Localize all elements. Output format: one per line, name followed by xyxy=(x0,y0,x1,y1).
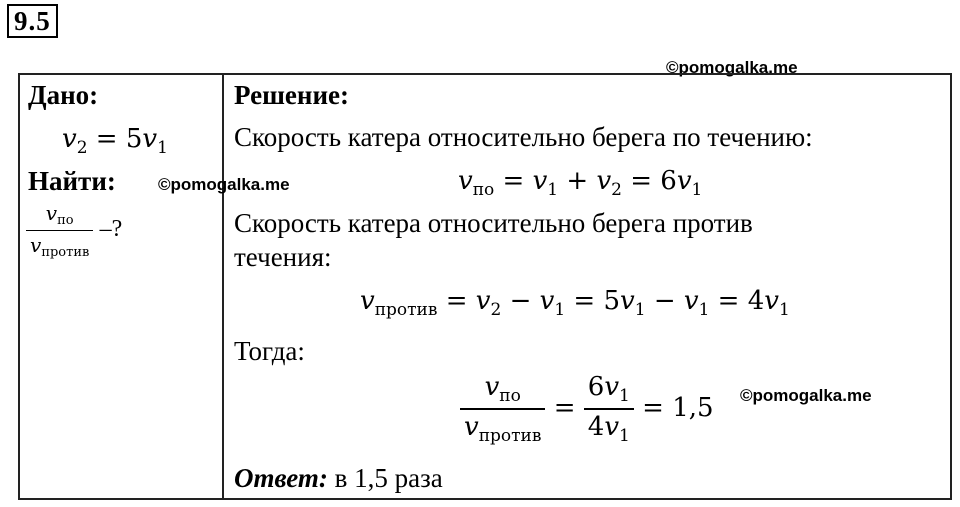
subscript: по xyxy=(499,386,521,406)
subscript: 1 xyxy=(619,386,630,406)
column-divider xyxy=(222,73,224,500)
answer-text: в 1,5 раза xyxy=(334,463,443,493)
denominator xyxy=(584,408,634,446)
numerator xyxy=(584,372,634,408)
denominator xyxy=(460,408,545,446)
equation-upstream: $v_{против} = v_2 - v_1 = 5v_1 - v_1 = 4v_1$ xyxy=(360,286,790,320)
ratio-result: 1,5 xyxy=(672,393,714,423)
var-v: v xyxy=(142,124,158,154)
subscript: против xyxy=(41,245,90,260)
coefficient: 4 xyxy=(587,412,605,442)
find-heading: Найти: xyxy=(28,166,116,196)
denominator xyxy=(26,230,93,260)
solution-heading: Решение: xyxy=(234,80,349,110)
var-v: v xyxy=(604,412,620,442)
numerator xyxy=(42,201,78,230)
subscript: 1 xyxy=(157,138,168,158)
given-heading: Дано: xyxy=(28,80,99,110)
var-v: v xyxy=(45,201,58,225)
equation-ratio: $\frac{v_{по}}{v_{против}}$ = $\frac{6v_1}{4v_1}$ = 1,5 xyxy=(460,372,714,446)
var-v: v xyxy=(464,412,479,442)
subscript: против xyxy=(478,426,542,446)
watermark-top: ©pomogalka.me xyxy=(666,58,798,77)
answer-line xyxy=(234,463,443,493)
solution-line-3: Тогда: xyxy=(234,336,305,366)
watermark-right: ©pomogalka.me xyxy=(740,386,872,405)
var-v: v xyxy=(484,372,500,402)
var-v: v xyxy=(30,233,42,257)
coefficient: 5 xyxy=(125,124,143,154)
equation-downstream: $v_{по} = v_1 + v_2 = 6v_1$ xyxy=(458,166,703,200)
subscript: по xyxy=(57,213,74,228)
question-mark: –? xyxy=(99,216,123,242)
find-fraction xyxy=(26,201,122,260)
fraction-speeds xyxy=(460,372,545,446)
solution-line-2a: Скорость катера относительно берега против xyxy=(234,208,753,238)
coefficient: 6 xyxy=(587,372,605,402)
given-equation xyxy=(62,124,168,158)
numerator xyxy=(481,372,525,408)
solution-line-1: Скорость катера относительно берега по течению: xyxy=(234,122,813,152)
fraction xyxy=(26,201,93,260)
var-v: v xyxy=(604,372,620,402)
subscript: 1 xyxy=(619,426,630,446)
equals-sign: = xyxy=(95,124,118,154)
problem-number: 9.5 xyxy=(7,4,58,38)
answer-label: Ответ: xyxy=(234,463,328,493)
solution-line-2b: течения: xyxy=(234,242,332,272)
fraction-values xyxy=(584,372,634,446)
var-v: v xyxy=(62,124,77,154)
subscript: 2 xyxy=(76,138,88,158)
watermark-left: ©pomogalka.me xyxy=(158,175,290,194)
